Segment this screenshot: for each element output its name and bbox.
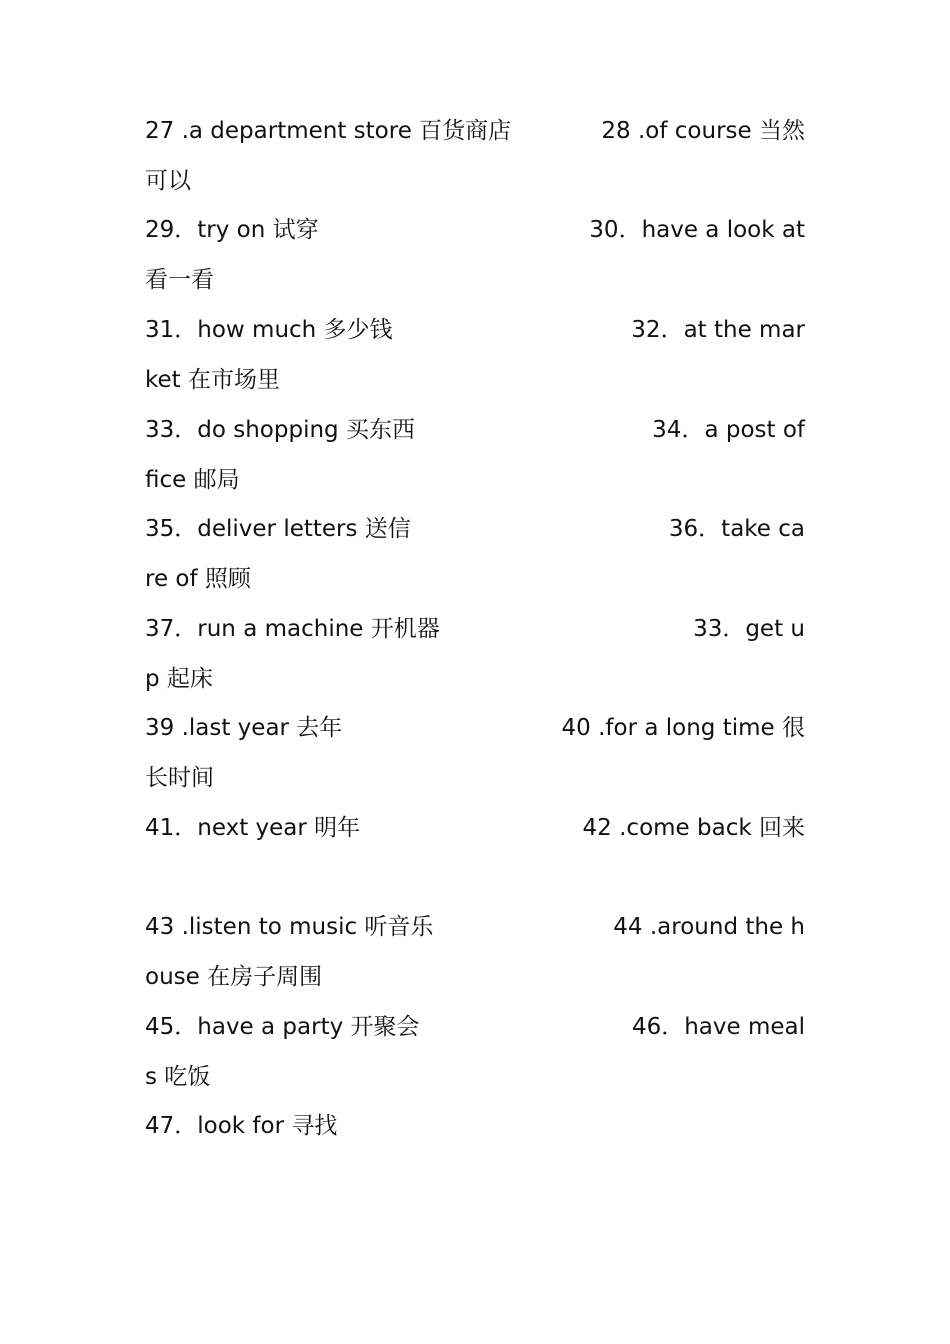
line-7-left: 33．do shopping 买东西 [145,417,415,443]
line-19-left: 45．have a party 开聚会 [145,1014,420,1040]
line-13-left: 39 .last year 去年 [145,715,343,741]
line-1-right: 28 .of course 当然 [601,118,805,144]
line-5-right: 32．at the mar [631,317,805,343]
line-18-left: ouse 在房子周围 [145,964,323,990]
line-11-left: 37．run a machine 开机器 [145,616,440,642]
line-10-left: re of 照顾 [145,566,251,592]
line-4-left: 看一看 [145,267,214,293]
line-11-right: 33．get u [693,616,805,642]
line-2-left: 可以 [145,168,191,194]
line-17-left: 43 .listen to music 听音乐 [145,914,434,940]
line-14-left: 长时间 [145,765,214,791]
line-20-left: s 吃饭 [145,1064,211,1090]
line-3-right: 30．have a look at [589,217,805,243]
line-6-left: ket 在市场里 [145,367,280,393]
line-9-left: 35．deliver letters 送信 [145,516,411,542]
line-8-left: fice 邮局 [145,467,240,493]
line-7-right: 34．a post of [652,417,805,443]
line-19-right: 46．have meal [631,1014,805,1040]
line-3-left: 29．try on 试穿 [145,217,319,243]
line-12-left: p 起床 [145,666,213,692]
line-5-left: 31．how much 多少钱 [145,317,393,343]
line-15-right: 42 .come back 回来 [582,815,805,841]
line-15-left: 41．next year 明年 [145,815,361,841]
line-17-right: 44 .around the h [613,914,805,940]
line-1-left: 27 .a department store 百货商店 [145,118,512,144]
line-21-left: 47．look for 寻找 [145,1113,338,1139]
line-9-right: 36．take ca [668,516,805,542]
line-13-right: 40 .for a long time 很 [561,715,805,741]
